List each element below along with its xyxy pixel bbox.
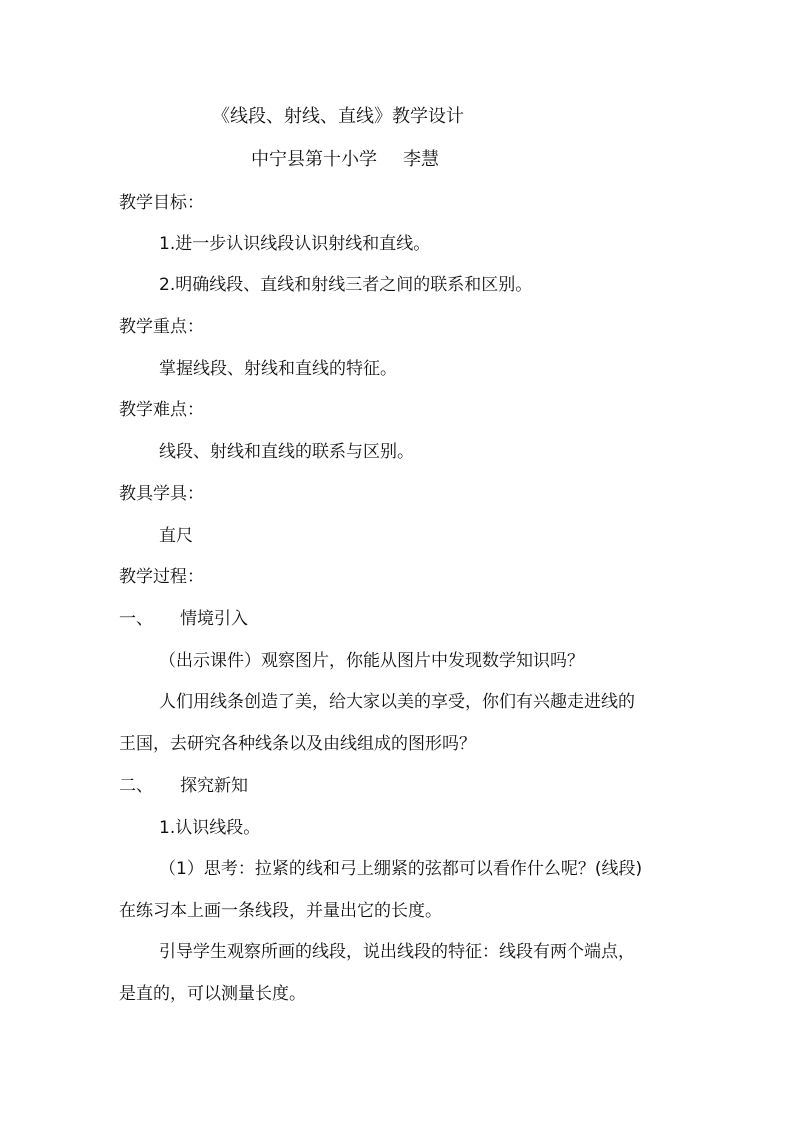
- author-name: 李慧: [403, 149, 439, 170]
- section-1-title: 情境引入: [180, 609, 248, 629]
- objectives-heading: 教学目标：: [119, 193, 204, 213]
- section-2-item-1: 1.认识线段。: [159, 818, 261, 838]
- section-2-think-line-2: 在练习本上画一条线段，并量出它的长度。: [119, 901, 442, 921]
- document-title: 《线段、射线、直线》教学设计: [212, 106, 464, 127]
- key-points-heading: 教学重点：: [119, 317, 204, 337]
- section-1-paragraph-2-line-1: 人们用线条创造了美，给大家以美的享受，你们有兴趣走进线的: [159, 692, 635, 712]
- section-1-heading: [119, 607, 248, 631]
- section-1-paragraph-2-line-2: 王国，去研究各种线条以及由线组成的图形吗？: [119, 734, 476, 754]
- objective-1: 1.进一步认识线段认识射线和直线。: [159, 234, 431, 254]
- section-2-title: 探究新知: [180, 776, 248, 796]
- section-1-number: 一、: [119, 609, 153, 629]
- key-points-text: 掌握线段、射线和直线的特征。: [159, 359, 397, 379]
- objective-2: 2.明确线段、直线和射线三者之间的联系和区别。: [159, 275, 533, 295]
- difficulties-heading: 教学难点：: [119, 400, 204, 420]
- section-2-guide-line-2: 是直的，可以测量长度。: [119, 984, 306, 1004]
- document-author-line: [251, 148, 439, 172]
- section-1-paragraph-1: （出示课件）观察图片，你能从图片中发现数学知识吗？: [159, 651, 584, 671]
- school-name: 中宁县第十小学: [251, 149, 377, 170]
- tools-text: 直尺: [159, 526, 193, 546]
- difficulties-text: 线段、射线和直线的联系与区别。: [159, 442, 414, 462]
- tools-heading: 教具学具：: [119, 484, 204, 504]
- section-2-think-line-1: （1）思考：拉紧的线和弓上绷紧的弦都可以看作什么呢？(线段): [159, 859, 643, 879]
- section-2-number: 二、: [119, 776, 153, 796]
- process-heading: 教学过程：: [119, 567, 204, 587]
- section-2-guide-line-1: 引导学生观察所画的线段，说出线段的特征：线段有两个端点，: [159, 942, 635, 962]
- section-2-heading: [119, 774, 248, 798]
